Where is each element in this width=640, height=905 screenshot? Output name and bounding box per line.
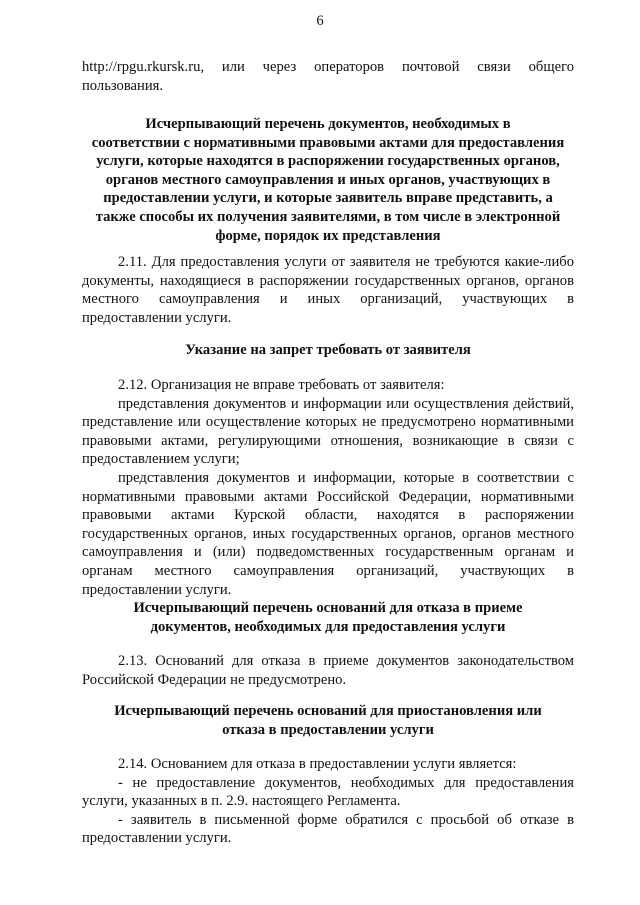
heading-line: услуги, которые находятся в распоряжении государственных органов, [96,153,560,170]
heading-suspension-refusal [82,702,574,739]
intro-line-1: http://rpgu.rkursk.ru, или через операторов почтовой связи общего [82,59,574,75]
heading-line: отказа в предоставлении услуги [222,721,434,738]
heading-refusal-acceptance [82,599,574,636]
heading-documents-in-authorities [82,115,574,245]
paragraph-2-12-item-2: представления документов и информации, которые в соответствии с нормативными правовыми актами Российской Федерации, нормативными правовыми актами Курской области, находятся в распоряжении государственных органов, иных государственных органов, органов местного самоуправления и (или) подведомственных государственным органам и органам местного самоуправления организаций, участвующих в предоставлении услуги. [82,469,574,598]
paragraph-2-12-item-1: представления документов и информации или осуществления действий, представление или осуществление которых не предусмотрено нормативными правовыми актами, регулирующими отношения, возникающие в связи с предоставлением услуги; [82,395,574,468]
heading-line: соответствии с нормативными правовыми актами для предоставления [91,134,565,151]
heading-prohibition: Указание на запрет требовать от заявителя [185,342,471,358]
heading-line: Исчерпывающий перечень документов, необходимых в [145,116,511,132]
paragraph-2-13: 2.13. Оснований для отказа в приеме документов законодательством Российской Федерации не предусмотрено. [82,653,574,688]
heading-line: также способы их получения заявителями, в том числе в электронной [95,208,561,225]
intro-paragraph [82,58,574,95]
paragraph-2-14-item-2: - заявитель в письменной форме обратился с просьбой об отказе в предоставлении услуги. [82,811,574,847]
paragraph-2-14-lead: 2.14. Основанием для отказа в предоставлении услуги является: [118,756,517,772]
heading-line: форме, порядок их представления [215,227,441,244]
heading-line: органов местного самоуправления и иных органов, участвующих в [105,171,551,188]
page-number: 6 [316,13,324,29]
paragraph-2-14-item-1: - не предоставление документов, необходимых для предоставления услуги, указанных в п. 2.9. настоящего Регламента. [82,774,574,810]
heading-line: предоставлении услуги, и которые заявитель вправе представить, а [103,190,553,207]
paragraph-2-11: 2.11. Для предоставления услуги от заявителя не требуются какие-либо документы, находящиеся в распоряжении государственных органов, органов местного самоуправления и иных организаций, участвующих в предоставлении услуги. [82,254,574,326]
heading-line: Исчерпывающий перечень оснований для приостановления или [114,703,542,719]
heading-line: Исчерпывающий перечень оснований для отказа в приеме [133,600,523,616]
paragraph-2-12 [82,376,574,599]
intro-line-2: пользования. [82,77,163,94]
paragraph-2-14 [82,755,574,848]
heading-line: документов, необходимых для предоставления услуги [150,618,506,635]
paragraph-2-12-lead: 2.12. Организация не вправе требовать от заявителя: [118,377,445,393]
